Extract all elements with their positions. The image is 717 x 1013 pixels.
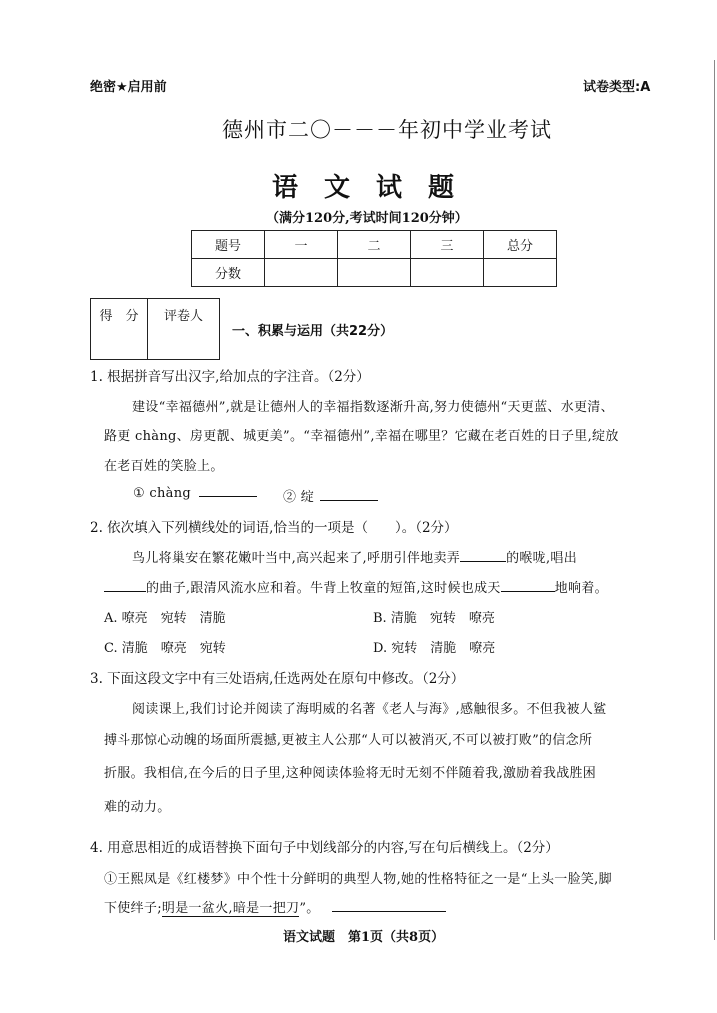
confidential-label: 绝密★启用前	[90, 80, 167, 95]
paper-type-label: 试卷类型:A	[583, 80, 651, 95]
score-table	[191, 230, 557, 287]
score-cell-part1: 一	[265, 231, 338, 259]
q2-blank-2[interactable]	[104, 591, 146, 592]
q1-passage-line: 在老百姓的笑脸上。	[104, 459, 224, 474]
score-cell-total: 总分	[484, 231, 557, 259]
q1-answer-1-blank[interactable]	[199, 496, 257, 497]
q2-option-d[interactable]: D. 宛转 清脆 嘹亮	[373, 641, 496, 656]
q1-answer-2-label: ② 绽	[283, 490, 315, 505]
q4-item1-line: ①王熙凤是《红楼梦》中个性十分鲜明的典型人物,她的性格特征之一是“上头一脸笑,脚	[104, 872, 612, 887]
grader-name-header: 评卷人	[148, 299, 220, 360]
q4-answer-blank[interactable]	[332, 911, 446, 912]
q4-stem: 4. 用意思相近的成语替换下面句子中划线部分的内容,写在句后横线上。（2分）	[90, 840, 559, 856]
page-edge-line	[714, 60, 715, 940]
score-table-score-row	[192, 259, 557, 287]
q1-answer-1-label: ① chàng	[133, 486, 191, 501]
exam-title: 德州市二〇－－－年初中学业考试	[222, 118, 552, 142]
score-table-header-row	[192, 231, 557, 259]
score-cell-label: 题号	[192, 231, 265, 259]
q2-option-c[interactable]: C. 清脆 嘹亮 宛转	[104, 641, 226, 656]
q2-passage-text: 的曲子,跟清风流水应和着。牛背上牧童的短笛,这时候也成天	[146, 581, 501, 596]
q1-passage-line: 路更 chàng、房更靓、城更美”。“幸福德州”,幸福在哪里？它藏在老百姓的日子里,绽放	[104, 429, 619, 444]
subject-title: 语 文 试 题	[272, 173, 455, 203]
q2-blank-1[interactable]	[460, 561, 506, 562]
q2-passage-text: 地响着。	[554, 581, 608, 596]
q1-answer-1	[133, 486, 257, 501]
q3-stem: 3. 下面这段文字中有三处语病,任选两处在原句中修改。（2分）	[90, 671, 465, 687]
score-input-part1[interactable]	[265, 259, 338, 287]
q4-item1-line	[104, 897, 446, 916]
score-input-part2[interactable]	[338, 259, 411, 287]
grader-table	[90, 298, 220, 360]
q1-answer-2-blank[interactable]	[320, 500, 378, 501]
score-cell-part3: 三	[411, 231, 484, 259]
q3-passage-line: 阅读课上,我们讨论并阅读了海明威的名著《老人与海》,感触很多。不但我被人鲨	[132, 702, 607, 717]
grader-score-header: 得 分	[91, 299, 148, 360]
q2-passage-line	[104, 577, 608, 596]
q3-passage-line: 折服。我相信,在今后的日子里,这种阅读体验将无时无刻不伴随着我,激励着我战胜困	[104, 766, 597, 781]
score-cell-part2: 二	[338, 231, 411, 259]
q4-item1-text: 下使绊子;	[104, 901, 162, 916]
q1-passage-line: 建设“幸福德州”,就是让德州人的幸福指数逐渐升高,努力使德州“天更蓝、水更清、	[132, 400, 614, 415]
score-input-part3[interactable]	[411, 259, 484, 287]
q2-stem: 2. 依次填入下列横线处的词语,恰当的一项是（ ）。（2分）	[90, 520, 458, 536]
q2-option-b[interactable]: B. 清脆 宛转 嘹亮	[373, 611, 495, 626]
q4-item1-text: ”。	[299, 901, 320, 916]
score-input-total[interactable]	[484, 259, 557, 287]
q3-passage-line: 搏斗那惊心动魄的场面所震撼,更被主人公那“人可以被消灭,不可以被打败”的信念所	[104, 733, 593, 748]
q2-option-a[interactable]: A. 嘹亮 宛转 清脆	[104, 611, 226, 626]
q1-stem: 1. 根据拼音写出汉字,给加点的字注音。（2分）	[90, 369, 370, 385]
q2-blank-3[interactable]	[501, 591, 555, 592]
q4-underlined-phrase: 明是一盆火,暗是一把刀	[161, 901, 300, 916]
q2-passage-text: 鸟儿将巢安在繁花嫩叶当中,高兴起来了,呼朋引伴地卖弄	[132, 551, 461, 566]
page-footer: 语文试题 第1页（共8页）	[283, 930, 445, 945]
q2-passage-text: 的喉咙,唱出	[506, 551, 578, 566]
q1-answer-2	[283, 486, 378, 505]
exam-info: （满分120分,考试时间120分钟）	[266, 211, 468, 226]
section1-title: 一、积累与运用（共22分）	[232, 324, 394, 339]
q3-passage-line: 难的动力。	[104, 800, 171, 815]
score-row-label: 分数	[192, 259, 265, 287]
q2-passage-line	[132, 547, 577, 566]
